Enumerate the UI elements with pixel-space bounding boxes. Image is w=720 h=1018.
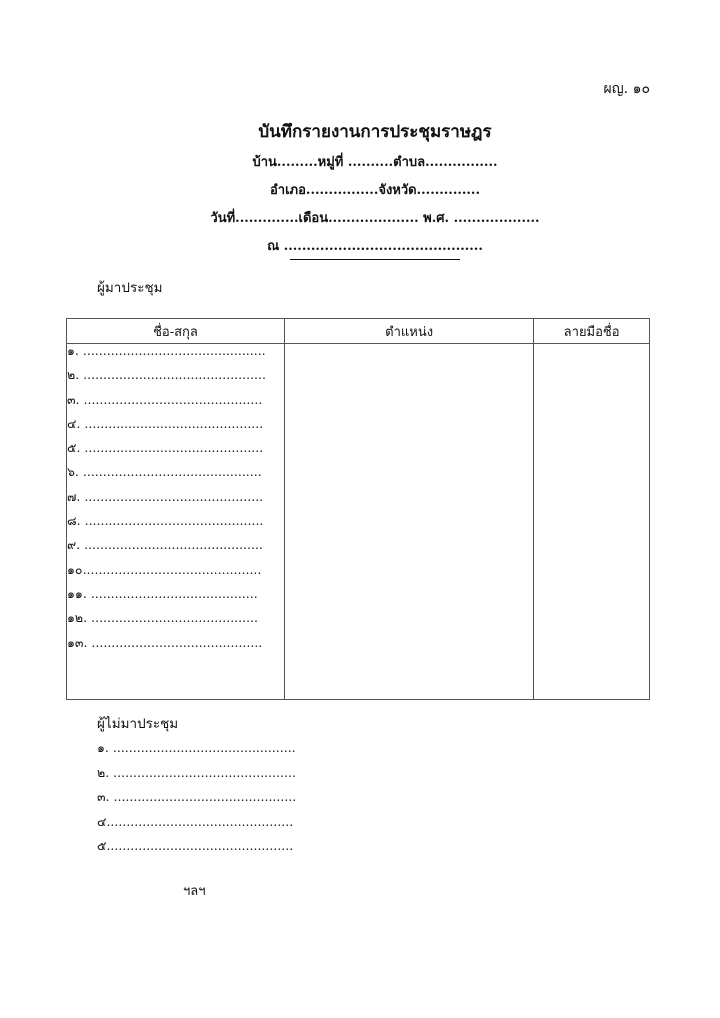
table-header-row [67,319,650,344]
document-title: บันทึกรายงานการประชุมราษฎร [258,122,492,142]
list-item: ๑๐............................................. [67,561,262,577]
list-item: ๕. ............................................. [67,440,264,456]
list-item: ๑. .............................................. [67,343,266,358]
signature-cell [534,344,650,700]
continuation-mark: ฯลฯ [183,884,206,899]
location-line: ณ ............................................ [267,239,483,254]
position-cell [284,344,533,700]
date-line: วันที่..............เดือน.................... พ.ศ. ................... [210,211,540,226]
absentees-label: ผู้ไม่มาประชุม [97,716,179,732]
list-item: ๑๑. .......................................... [67,585,258,601]
list-item: ๔. ............................................. [67,415,264,431]
list-item: ๗. ............................................. [67,488,264,504]
header-divider [290,259,460,260]
table-row [67,344,650,700]
list-item: ๒. .............................................. [97,764,296,780]
document-code: ผญ. ๑๐ [603,81,650,97]
column-header-name: ชื่อ-สกุล [67,319,285,344]
column-header-position: ตำแหน่ง [284,319,533,344]
list-item: ๕............................................... [97,838,294,853]
list-item: ๓. .............................................. [97,789,297,804]
list-item: ๘. ............................................. [67,513,264,529]
district-line: อำเภอ................จังหวัด.............. [270,183,480,198]
list-item: ๑๓. ........................................... [67,634,263,650]
column-header-signature: ลายมือชื่อ [534,319,650,344]
list-item: ๔............................................... [97,813,294,829]
list-item: ๒. .............................................. [67,367,266,383]
attendees-table [66,318,650,700]
list-item: ๖. ............................................. [67,464,262,480]
list-item: ๓. ............................................. [67,391,263,407]
list-item: ๑๒. .......................................... [67,610,259,626]
list-item: ๙. ............................................. [67,537,263,553]
village-line: บ้าน.........หมู่ที่ ..........ตำบล................ [252,155,498,170]
list-item: ๑. .............................................. [97,740,296,755]
attendees-label: ผู้มาประชุม [97,280,163,296]
document-header [0,118,720,263]
absentees-list [97,738,296,861]
names-cell [67,344,285,700]
